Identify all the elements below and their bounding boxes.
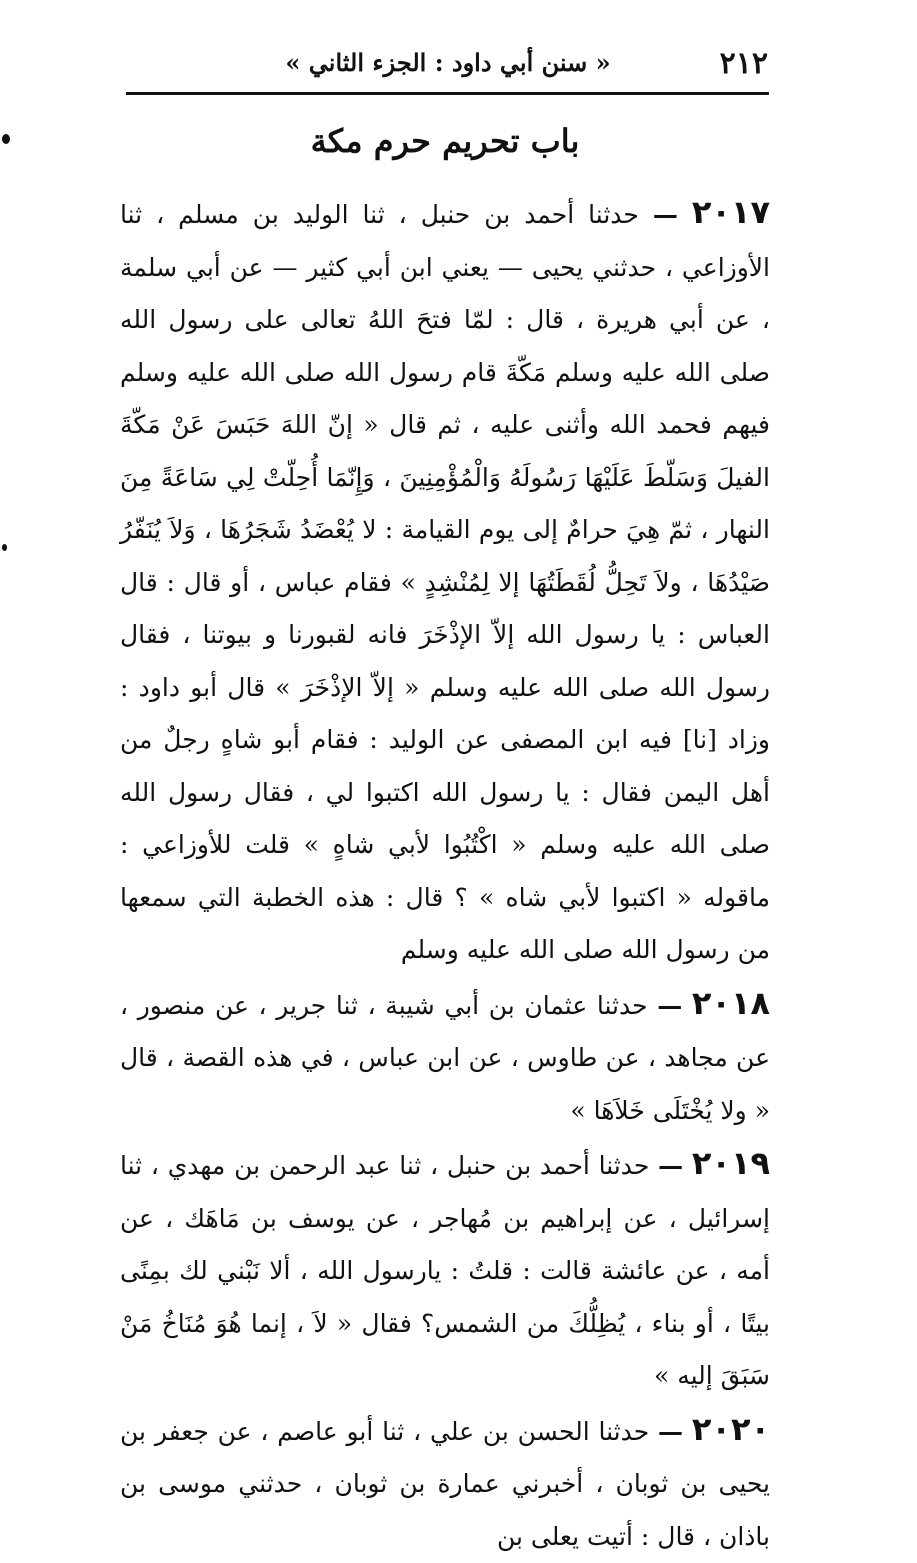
hadith-dash: — <box>653 200 678 229</box>
hadith-number: ٢٠١٨ <box>692 984 770 1022</box>
hadith-paragraph <box>120 1137 770 1403</box>
hadith-number: ٢٠١٩ <box>692 1144 770 1182</box>
hadith-dash: — <box>658 1151 683 1180</box>
margin-mark <box>2 134 10 144</box>
hadith-text: حدثنا عثمان بن أبي شيبة ، ثنا جرير ، عن منصور ، عن مجاهد ، عن طاوس ، عن ابن عباس ، في هذه القصة ، قال « ولا يُخْتَلَى خَلاَهَا » <box>120 991 770 1125</box>
header-rule <box>126 92 769 95</box>
text-body <box>120 186 770 1286</box>
running-title: « سنن أبي داود : الجزء الثاني » <box>128 48 768 77</box>
running-header <box>128 44 768 84</box>
page-number: ٢١٢ <box>720 46 768 81</box>
chapter-heading: باب تحريم حرم مكة <box>120 122 770 160</box>
hadith-text: حدثنا الحسن بن علي ، ثنا أبو عاصم ، عن جعفر بن يحيى بن ثوبان ، أخبرني عمارة بن ثوبان ، حدثني موسى بن باذان ، قال : أتيت يعلى بن <box>120 1417 770 1551</box>
hadith-dash: — <box>658 1417 683 1446</box>
hadith-text: حدثنا أحمد بن حنبل ، ثنا عبد الرحمن بن مهدي ، ثنا إسرائيل ، عن إبراهيم بن مُهاجر ، عن يوسف بن مَاهَك ، عن أمه ، عن عائشة قالت : قلتُ : يارسول الله ، ألا نَبْني لك بمِنًى بيتًا ، أو بناء ، يُظِلُّكَ من الشمس؟ فقال « لاَ ، إنما هُوَ مُنَاخُ مَنْ سَبَقَ إليه » <box>120 1151 770 1390</box>
hadith-number: ٢٠٢٠ <box>692 1410 770 1448</box>
hadith-number: ٢٠١٧ <box>692 193 770 231</box>
hadith-paragraph <box>120 977 770 1138</box>
hadith-paragraph <box>120 1403 770 1563</box>
margin-mark <box>2 544 7 551</box>
hadith-text: حدثنا أحمد بن حنبل ، ثنا الوليد بن مسلم ، ثنا الأوزاعي ، حدثني يحيى — يعني ابن أبي كثير — عن أبي سلمة ، عن أبي هريرة ، قال : لمّا فتحَ اللهُ تعالى على رسول الله صلى الله عليه وسلم مَكّةَ قام رسول الله صلى الله عليه وسلم فيهم فحمد الله وأثنى عليه ، ثم قال « إنّ اللهَ حَبَسَ عَنْ مَكّةَ الفيلَ وَسَلّطَ عَلَيْهَا رَسُولَهُ وَالْمُؤْمِنِينَ ، وَإِنّمَا أُحِلّتْ لِي سَاعَةً مِنَ النهار ، ثمّ هِيَ حرامٌ إلى يوم القيامة : لا يُعْضَدُ شَجَرُهَا ، وَلاَ يُنَفّرُ صَيْدُهَا ، ولاَ تَحِلُّ لُقَطَتُهَا إلا لِمُنْشِدٍ » فقام عباس ، أو قال : قال العباس : يا رسول الله إلاّ الإذْخَرَ فانه لقبورنا و بيوتنا ، فقال رسول الله صلى الله عليه وسلم « إلاّ الإذْخَرَ » قال أبو داود : وزاد [نا] فيه ابن المصفى عن الوليد : فقام أبو شاهٍ رجلٌ من أهل اليمن فقال : يا رسول الله اكتبوا لي ، فقال رسول الله صلى الله عليه وسلم « اكْتُبُوا لأبي شاهٍ » قلت للأوزاعي : ماقوله « اكتبوا لأبي شاه » ؟ قال : هذه الخطبة التي سمعها من رسول الله صلى الله عليه وسلم <box>120 200 770 964</box>
hadith-paragraph <box>120 186 770 977</box>
hadith-dash: — <box>657 991 682 1020</box>
